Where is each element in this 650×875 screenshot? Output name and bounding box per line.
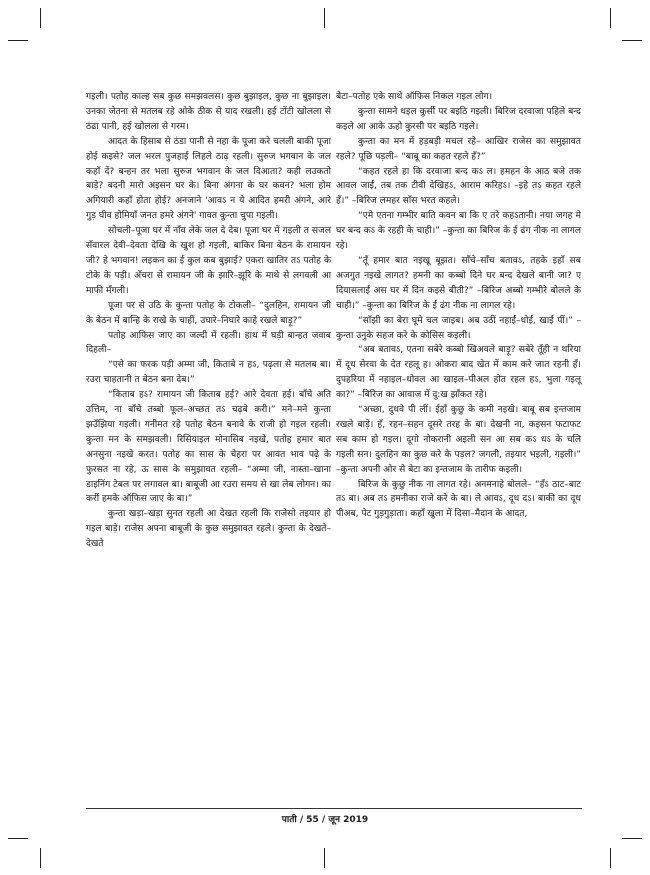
paragraph: “एमे एतना गम्भीर बाति कवन बा कि ए तरे कहऽतानी। नया जगह मे घर बन्द कऽ के रहही के चाही।” –कुन्ता का बिरिज के ई ढंग नीक ना लागल रहे। — [336, 211, 581, 252]
paragraph: पूजा पर से उठि के कुन्ता पतोह के टोकली– “दुलहिन, रामायन जी के बेठन में बान्हि के राखे के चाहीं, उघारे–निघारे काहे रखले बाड़ू?” — [86, 300, 331, 326]
crop-mark-top-center-v — [324, 8, 325, 28]
paragraph: “साँझी का बेरा घूमे चल जाइब। अब उठीं नहाईं–धोईं, खाईं पीं।” –कुन्ता उनुके सहज करे के कोसिस कइली। — [336, 315, 581, 341]
paragraph: आदत के हिसाब से ठंडा पानी से नहा के पूजा करे चलली बाकी पूजा होई कइसे? जल भरल पुजहाई लिहले ठाढ़ रहली। सुरुज भगवान के जल कहाँ दें? बन्हन तर भला सुरुज भगवान के जल दिआता? कही लउकतो बाड़े? बदनी मारो अइसन घर के। बिना अंगना के घर कवन? भला होम अगियारी कहाँ होता होई? अनजाने 'आवऽ न ये आदित हमरी अंगने, आरे गुड़ घीव होमियाँ जनत हमरे अंगने' गावत कुन्ता चुपा गइली। — [86, 136, 331, 222]
crop-mark-bottom-left-h — [8, 838, 28, 839]
crop-mark-top-left-h — [8, 40, 28, 41]
paragraph: “अब बतावऽ, एतना सबेरे कब्बो खिअवले बाड़ू? सबेरे तूँही न थरिया में दूध सेरवा के देत रहलू ह। ओकरा बाद खेत में काम करे जात रहनी हँ। दुपहरिया में नहाइल–धोवल आ खाइल–पीअल होत रहल हऽ, भुला गइलू का?” –बिरिज का आवाज में दु:ख झाँकत रहे। — [336, 345, 581, 401]
crop-mark-top-left-v — [40, 8, 41, 28]
crop-mark-bottom-center-v — [324, 848, 325, 868]
paragraph: बेटा–पतोह एके साथे ऑफिस निकल गइल लोग। — [336, 92, 493, 102]
crop-mark-bottom-right-v — [610, 848, 611, 868]
paragraph: “कहत रहले हा कि दरवाजा बन्द कऽ ल। हमहन के आठ बजे तक आवल जाई, तब तक टीवी देखिहऽ, आराम करिहऽ। –इहे तऽ कहत रहले हँ।” –बिरिज लमहर साँस भरत कहले। — [336, 166, 581, 207]
paragraph: “एसे का फरक पड़ी अम्मा जी, किताबे न हऽ, पढ़ला से मतलब बा। रउरा चाहतानी त बेठन बना देब।” — [86, 360, 331, 386]
paragraph: “तूँ हमार बात नइखू बूझत। साँचे–साँच बतावऽ, तहके इहाँ सब अजगुत नइखे लागत? हमनी का कब्बो दिने घर बन्द देखले बानी जा? ए दियासलाई अस घर में दिन कइसे बीती?” –बिरिज अब्बो गम्भीरे बोलले के चाही।” –कुन्ता का बिरिज के ई ढंग नीक ना लागल रहे। — [336, 255, 581, 311]
paragraph: गइली। पतोह काल्ह सब कुछ समझवलस। कुछ बुझाइल, कुछ ना बुझाइल। उनका जेतना से मतलब रहे ओके ठीक से याद रखली। हई टोंटी खोलला से ठंढा पानी, हई खोलला से गरम। — [86, 92, 331, 132]
paragraph: कुन्ता सामने धइल कुर्सी पर बइठि गइली। बिरिज दरवाजा पहिले बन्द कइले आ आके ऊहो कुरसी पर बइठि गइले। — [336, 106, 581, 132]
footer-divider — [86, 808, 582, 809]
paragraph: बिरिज के कुछु नीक ना लागत रहे। अनमनाहे बोलले– “हँऽ ठाट–बाट तऽ बा। अब तऽ हमनीका राजे करे के बा। ले आवऽ, दूध दऽ। बाकी का दूध पीअब, पेट गुड़गुड़ाता। कहाँ खुला में दिसा–मैदान के आदत, — [336, 479, 581, 520]
paragraph: कुन्ता खड़ा–खड़ा सुनत रहली आ देखत रहली कि राजेसो तइयार हो गइल बाड़े। राजेस अपना बाबूजी के कुछ समुझावत रहले। कुन्ता के देखते–देखते — [86, 509, 331, 550]
paragraph: “अच्छा, दुधवे पी लीं। ईहाँ कुछु के कमी नइखे। बाबू सब इन्तजाम रखले बाड़े। हँ, रहन–सहन दूसरे तरह के बा। देखनी ना, कइसन फटाफट सब काम हो गइल। दूगो नोकरानी अइली सन आ सब कऽ धऽ के चलि गइली सन। दुलहिन का कुछ करे के पड़ल? जगली, तइयार भइली, गइली।” –कुन्ता अपनी ओर से बेटा का इन्तजाम के तारीफ कइली। — [336, 405, 581, 475]
paragraph: पतोह आफिस जाए का जल्दी में रहली। हाथ में घड़ी बान्हत जवाब दिहली– — [86, 330, 331, 356]
paragraph: “किताब हऽ? रामायन जी किताब हई? आरे देवता हई। बाँचे अति उत्तिम, ना बाँचे तब्बो फूल–अच्छत तऽ चढ़बे करी।” मने–मने कुन्ता झउँझिया गइली। गनीमत रहे पतोह बेठन बनावे के राजी हो गइल रहली। कुन्ता मन के समझवली। रिसियाइल मोनासिब नइखे, पतोह हमार बात अनसुना नइखे करत। पतोह का सास के चेहरा पर आवत भाव पढ़े के फुरसत ना रहे, ऊ सास के समुझावत रहली– “अम्मा जी, नास्ता–खाना डाइनिंग टेबल पर लगावल बा। बाबूजी आ रउरा समय से खा लेब लोगन। का करीं हमके ऑफिस जाए के बा।” — [86, 390, 331, 505]
page-footer: पाती / 55 / जून 2019 — [281, 815, 369, 825]
crop-mark-bottom-left-v — [40, 848, 41, 868]
crop-mark-top-right-h — [622, 40, 642, 41]
left-text-column — [86, 90, 331, 552]
right-text-column — [336, 90, 581, 522]
paragraph: सोचली–पूजा घर में नाँव लेके जल दे देब। पूजा घर में गइली त सजल सँवारल देवी–देवता देखि के खुश हो गइली, बाकिर बिना बेठन के रामायन जी? हे भगवान! लइकन का ई कुल कब बुझाई? एकरा खातिर तऽ पतोह के टोके के पड़ी। अँचरा से रामायन जी के झारि–झूरि के माथे से लगवली आ माफी मँगली। — [86, 226, 331, 296]
crop-mark-top-right-v — [610, 8, 611, 28]
crop-mark-bottom-right-h — [622, 838, 642, 839]
paragraph: कुन्ता का मन में हड़बड़ी मचल रहे– आखिर राजेस का समुझावत रहले? पूछि पड़ली– “बाबू का कहत रहले हँ?” — [336, 136, 581, 162]
